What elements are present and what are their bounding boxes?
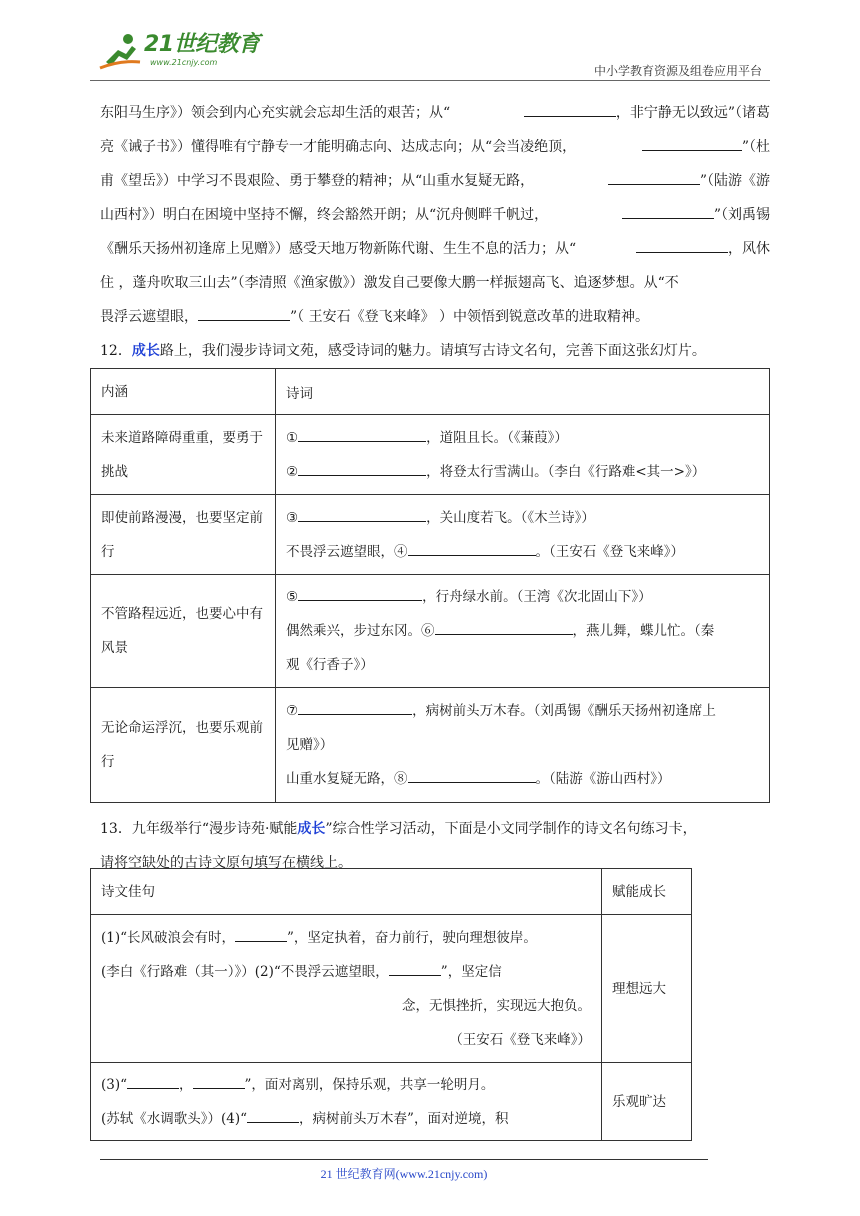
header-divider xyxy=(90,80,770,81)
answer-blank[interactable] xyxy=(298,694,412,715)
answer-blank[interactable] xyxy=(193,1068,245,1089)
answer-blank[interactable] xyxy=(247,1102,299,1123)
answer-blank[interactable] xyxy=(298,421,426,442)
answer-blank[interactable] xyxy=(435,614,573,635)
answer-blank[interactable] xyxy=(127,1068,179,1089)
page-header xyxy=(90,30,770,82)
answer-blank[interactable] xyxy=(389,955,441,976)
answer-blank[interactable] xyxy=(298,501,426,522)
table-header: 赋能成长 xyxy=(602,869,692,915)
answer-blank[interactable] xyxy=(408,535,536,556)
question-12-table xyxy=(90,368,770,803)
growth-tag: 乐观旷达 xyxy=(602,1063,692,1141)
answer-blank[interactable] xyxy=(235,921,287,942)
site-logo[interactable] xyxy=(98,32,260,72)
table-row: (3)“ ， ”，面对离别，保持乐观，共享一轮明月。 (苏轼《水调歌头》）(4)“ ，病树前头万木春”，面对逆境，积 乐观旷达 xyxy=(91,1063,692,1141)
logo-url: www.21cnjy.com xyxy=(150,58,218,67)
table-header: 诗词 xyxy=(276,369,770,415)
question-13-table xyxy=(90,868,692,1141)
answer-blank[interactable] xyxy=(622,198,714,219)
question-12: 12．成长路上，我们漫步诗词文苑，感受诗词的魅力。请填写古诗文名句，完善下面这张幻灯片。 xyxy=(100,343,706,359)
answer-blank[interactable] xyxy=(298,455,426,476)
answer-blank[interactable] xyxy=(408,762,536,783)
table-row: 未来道路障碍重重，要勇于挑战 ① ，道阻且长。（《蒹葭》） ② ，将登太行雪满山。（李白《行路难<其一>》） xyxy=(91,415,770,495)
logo-text: 21世纪教育 xyxy=(144,32,260,57)
platform-name: 中小学教育资源及组卷应用平台 xyxy=(593,64,762,78)
table-header: 内涵 xyxy=(91,369,276,415)
answer-blank[interactable] xyxy=(198,300,290,321)
table-header: 诗文佳句 xyxy=(91,869,602,915)
answer-blank[interactable] xyxy=(524,96,616,117)
intro-paragraph: 东阳马生序》）领会到内心充实就会忘却生活的艰苦；从“ ，非宁静无以致远”（诸葛 亮《诫子书》）懂得唯有宁静专一才能明确志向、达成志向；从“会当凌绝顶， ”（杜 甫《望岳》）中学习不畏艰险、勇于攀登的精神；从“山重水复疑无路， ”（陆游《游 山西村》）明白在困境中坚持不懈，终会豁然开朗；从“沉舟侧畔千帆过， ”（刘禹锡 《酬乐天扬州初逢席上见赠》）感受天地万物新陈代谢、生生不息的活力；从“ ，风休 住 ，蓬舟吹取三山去”（李清照《渔家傲》）激发自己要像大鹏一样振翅高飞、追逐梦想。从“不 畏浮云遮望眼， ”（ 王安石《登飞来峰》 ）中领悟到锐意改革的进取精神。 xyxy=(100,96,770,334)
footer-link[interactable]: 21 世纪教育网(www.21cnjy.com) xyxy=(320,1167,488,1181)
table-row: 不管路程远近，也要心中有风景 ⑤ ，行舟绿水前。（王湾《次北固山下》） 偶然乘兴，步过东冈。⑥ ，燕儿舞，蝶儿忙。（秦 观《行香子》） xyxy=(91,575,770,688)
runner-logo-icon xyxy=(98,32,142,72)
table-row: (1)“长风破浪会有时， ”，坚定执着，奋力前行，驶向理想彼岸。 (李白《行路难（其一）》）(2)“不畏浮云遮望眼， ”，坚定信 念，无惧挫折，实现远大抱负。 （王安石《登飞来峰》） 理想远大 xyxy=(91,915,692,1063)
question-13: 13．九年级举行“漫步诗苑·赋能成长”综合性学习活动，下面是小文同学制作的诗文名句练习卡， 请将空缺处的古诗文原句填写在横线上。 xyxy=(100,821,697,871)
footer-divider xyxy=(100,1159,708,1160)
answer-blank[interactable] xyxy=(298,580,422,601)
table-row: 即使前路漫漫，也要坚定前行 ③ ，关山度若飞。（《木兰诗》） 不畏浮云遮望眼，④ 。（王安石《登飞来峰》） xyxy=(91,495,770,575)
growth-tag: 理想远大 xyxy=(602,915,692,1063)
answer-blank[interactable] xyxy=(636,232,728,253)
answer-blank[interactable] xyxy=(608,164,700,185)
table-row: 无论命运浮沉，也要乐观前行 ⑦ ，病树前头万木春。（刘禹锡《酬乐天扬州初逢席上 见赠》） 山重水复疑无路，⑧ 。（陆游《游山西村》） xyxy=(91,688,770,803)
answer-blank[interactable] xyxy=(642,130,742,151)
